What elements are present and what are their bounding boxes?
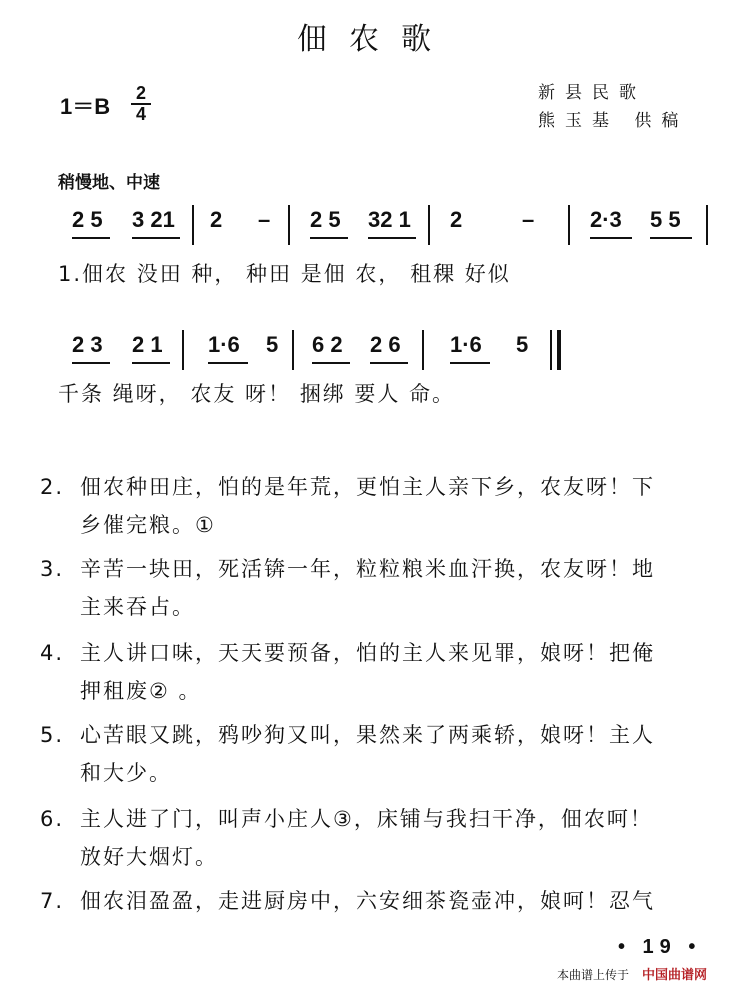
score-line-1 [60, 205, 720, 245]
verse-5: 5. 心苦眼又跳，鸦吵狗又叫，果然来了两乘轿，娘呀！主人 和大少。 [40, 723, 655, 785]
verse-7: 7. 佃农泪盈盈，走进厨房中，六安细茶瓷壶冲，娘呵！忍气 [40, 889, 655, 913]
note-group: 32 1 [368, 207, 411, 232]
score-line-2 [60, 330, 580, 370]
note-group: 6 2 [312, 332, 343, 357]
note-group: 5 [266, 332, 279, 357]
note-dash: – [522, 207, 535, 232]
note-dash: – [258, 207, 271, 232]
note-group: 5 [516, 332, 529, 357]
note-group: 2 6 [370, 332, 401, 357]
time-signature [130, 84, 152, 124]
note-group: 1·6 [208, 332, 240, 357]
verse-3: 3. 辛苦一块田，死活锛一年，粒粒粮米血汗换，农友呀！地 主来吞占。 [40, 557, 655, 619]
note-group: 5 5 [650, 207, 681, 232]
verse-6: 6. 主人进了门，叫声小庄人③，床铺与我扫干净，佃农呵！ 放好大烟灯。 [40, 807, 653, 869]
meter-top: 2 [135, 83, 146, 103]
note-group: 3 21 [132, 207, 175, 232]
tempo-marking: 稍慢地、中速 [58, 173, 160, 193]
note-group: 2 5 [310, 207, 341, 232]
lyrics-line-1: 1.佃农 没田 种， 种田 是佃 农， 租稞 好似 [58, 262, 511, 286]
note-group: 2 5 [72, 207, 103, 232]
note-group: 2 3 [72, 332, 103, 357]
footer-credit: 本曲谱上传于 [557, 968, 630, 982]
note-group: 1·6 [450, 332, 482, 357]
lyrics-line-2: 千条 绳呀， 农友 呀！ 捆绑 要人 命。 [58, 382, 456, 406]
attribution-contributor: 熊玉基 供稿 [538, 111, 689, 131]
song-title: 佃农歌 [297, 22, 453, 57]
site-logo: 中国曲谱网 [642, 968, 708, 983]
attribution-origin: 新县民歌 [538, 83, 646, 103]
note-group: 2 1 [132, 332, 163, 357]
page-number: • 19 • [618, 936, 702, 958]
note-group: 2·3 [590, 207, 622, 232]
note-group: 2 [210, 207, 223, 232]
meter-bottom: 4 [135, 104, 146, 124]
verse-2: 2. 佃农种田庄，怕的是年荒，更怕主人亲下乡，农友呀！下 乡催完粮。① [40, 475, 655, 537]
verse-4: 4. 主人讲口味，天天要预备，怕的主人来见罪，娘呀！把俺 押租废② 。 [40, 641, 655, 703]
note-group: 2 [450, 207, 463, 232]
key-signature: 1＝B [60, 94, 111, 119]
